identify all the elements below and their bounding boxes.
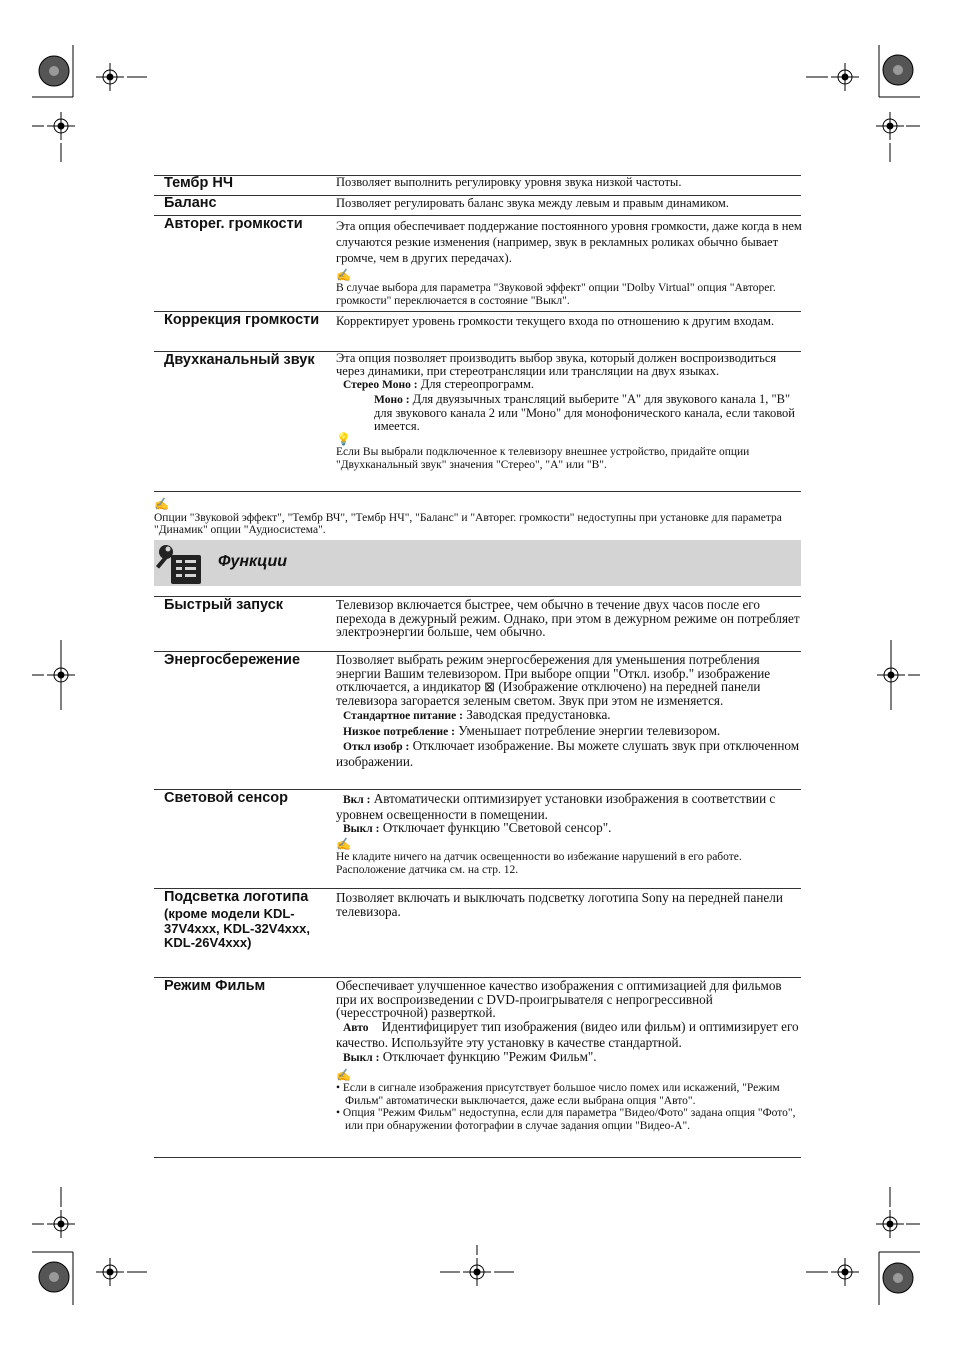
tip-text: Если Вы выбрали подключенное к телевизору внешнее устройство, придайте опции "Двухканальный звук" значения "Стерео", "A" или "B". — [336, 446, 750, 471]
note-text: В случае выбора для параметра "Звуковой эффект" опции "Dolby Virtual" опция "Авторег. громкости" переключается в состояние "Выкл". — [336, 282, 776, 307]
note-pencil-icon: ✍ — [336, 268, 351, 282]
desc-dual-sound: Эта опция позволяет производить выбор звука, который должен воспроизводиться через динамики, при стереотрансляции или трансляции на двух языках. Стерео Моно : Для стереопрограмм. Моно : Для двуязычных трансляций выберите "A" для звукового канала 1, "B" для звукового канала 2 или "Моно" для монофонического канала, если таковой имеется. 💡 Если Вы выбрали подключенное к телевизору внешнее устройство, придайте опции "Двухканальный звук" значения "Стерео", "A" или "B". — [336, 352, 802, 471]
footnote — [154, 498, 802, 537]
desc-power-saving: Позволяет выбрать режим энергосбережения для уменьшения потребления энергии Вашим телевизором. При выборе опции "Откл. изобр." изображение отключается, а индикатор ⊠ (Изображение отключено) на передней панели телевизора загорается зеленым светом. Звук при этом не изменяется. Стандартное питание : Заводская предустановка. Низкое потребление : Уменьшает потребление энергии телевизором. Откл изобр : Отключает изображение. Вы можете слушать звук при отключенном изображении. — [336, 652, 800, 769]
table-rule — [154, 1157, 801, 1158]
term-film-mode: Режим Фильм — [164, 978, 266, 994]
term-model-exception: (кроме модели KDL-37V4xxx, KDL-32V4xxx, KDL-26V4xxx) — [164, 906, 310, 950]
note-pencil-icon: ✍ — [154, 497, 169, 511]
section-title: Функции — [218, 553, 288, 570]
term-light-sensor: Световой сенсор — [164, 790, 289, 806]
note-bullet: • Опция "Режим Фильм" недоступна, если для параметра "Видео/Фото" задана опция "Фото", или при обнаружении фотографии в случае задания опции "Видео-A". — [336, 1107, 796, 1132]
term-quick-start: Быстрый запуск — [164, 597, 284, 613]
note-pencil-icon: ✍ — [336, 837, 351, 852]
desc-logo-light: Позволяет включать и выключать подсветку логотипа Sony на передней панели телевизора. — [336, 890, 783, 919]
term-auto-volume: Авторег. громкости — [164, 216, 303, 232]
tip-lightbulb-icon: 💡 — [336, 432, 351, 447]
footnote-text: Опции "Звуковой эффект", "Тембр ВЧ", "Тембр НЧ", "Баланс" и "Авторег. громкости" недоступны при установке для параметра "Динамик" опции "Аудиосистема". — [154, 511, 782, 537]
tools-wrench-icon — [156, 543, 202, 585]
desc-film-mode: Обеспечивает улучшенное качество изображения с оптимизацией для фильмов при их воспроизведении с DVD-проигрывателя с непрогрессивной (чересстрочной) разверткой. Авто Идентифицирует тип изображения (видео или фильм) и оптимизирует его качество. Используйте эту установку в качестве стандартной. Выкл : Отключает функцию "Режим Фильм". ✍ • Если в сигнале изображения присутствует большое число помех или искажений, "Режим Фильм" автоматически выключается, даже если выбрана опция "Авто". • Опция "Режим Фильм" недоступна, если для параметра "Видео/Фото" задана опция "Фото", или при обнаружении фотографии в случае задания опции "Видео-A". — [336, 979, 802, 1132]
desc-quick-start: Телевизор включается быстрее, чем обычно в течение двух часов после его перехода в дежурный режим. Однако, при этом в дежурном режиме он потребляет электроэнергии больше, чем обычно. — [336, 597, 800, 640]
note-pencil-icon: ✍ — [336, 1068, 351, 1083]
term-volume-correction: Коррекция громкости — [164, 312, 320, 328]
term-balance: Баланс — [164, 195, 217, 211]
desc-balance: Позволяет регулировать баланс звука между левым и правым динамиком. — [336, 196, 729, 210]
desc-light-sensor: Вкл : Автоматически оптимизирует установки изображения в соответствии с уровнем освещенности в помещении. Выкл : Отключает функцию "Световой сенсор". ✍ Не кладите ничего на датчик освещенности во избежание нарушений в его работе. Расположение датчика см. на стр. 12. — [336, 792, 802, 876]
term-power-saving: Энергосбережение — [164, 652, 301, 668]
desc-volume-correction: Корректирует уровень громкости текущего входа по отношению к другим входам. — [336, 314, 775, 328]
table-rule — [154, 491, 801, 492]
desc-treble-low: Позволяет выполнить регулировку уровня звука низкой частоты. — [336, 175, 682, 189]
term-treble-low: Тембр НЧ — [164, 175, 234, 191]
term-dual-sound: Двухканальный звук — [164, 352, 315, 368]
note-bullet: • Если в сигнале изображения присутствует большое число помех или искажений, "Режим Фильм" автоматически выключается, даже если выбрана опция "Авто". — [336, 1082, 780, 1107]
note-text: Не кладите ничего на датчик освещенности во избежание нарушений в его работе. Расположение датчика см. на стр. 12. — [336, 851, 742, 876]
term-logo-light: Подсветка логотипа (кроме модели KDL-37V4xxx, KDL-32V4xxx, KDL-26V4xxx) — [164, 888, 334, 951]
desc-auto-volume: Эта опция обеспечивает поддержание постоянного уровня громкости, даже когда в нем случаются резкие изменения (например, звук в рекламных роликах обычно бывает громче, чем в других передачах). ✍ В случае выбора для параметра "Звуковой эффект" опции "Dolby Virtual" опция "Авторег. громкости" переключается в состояние "Выкл". — [336, 219, 802, 307]
